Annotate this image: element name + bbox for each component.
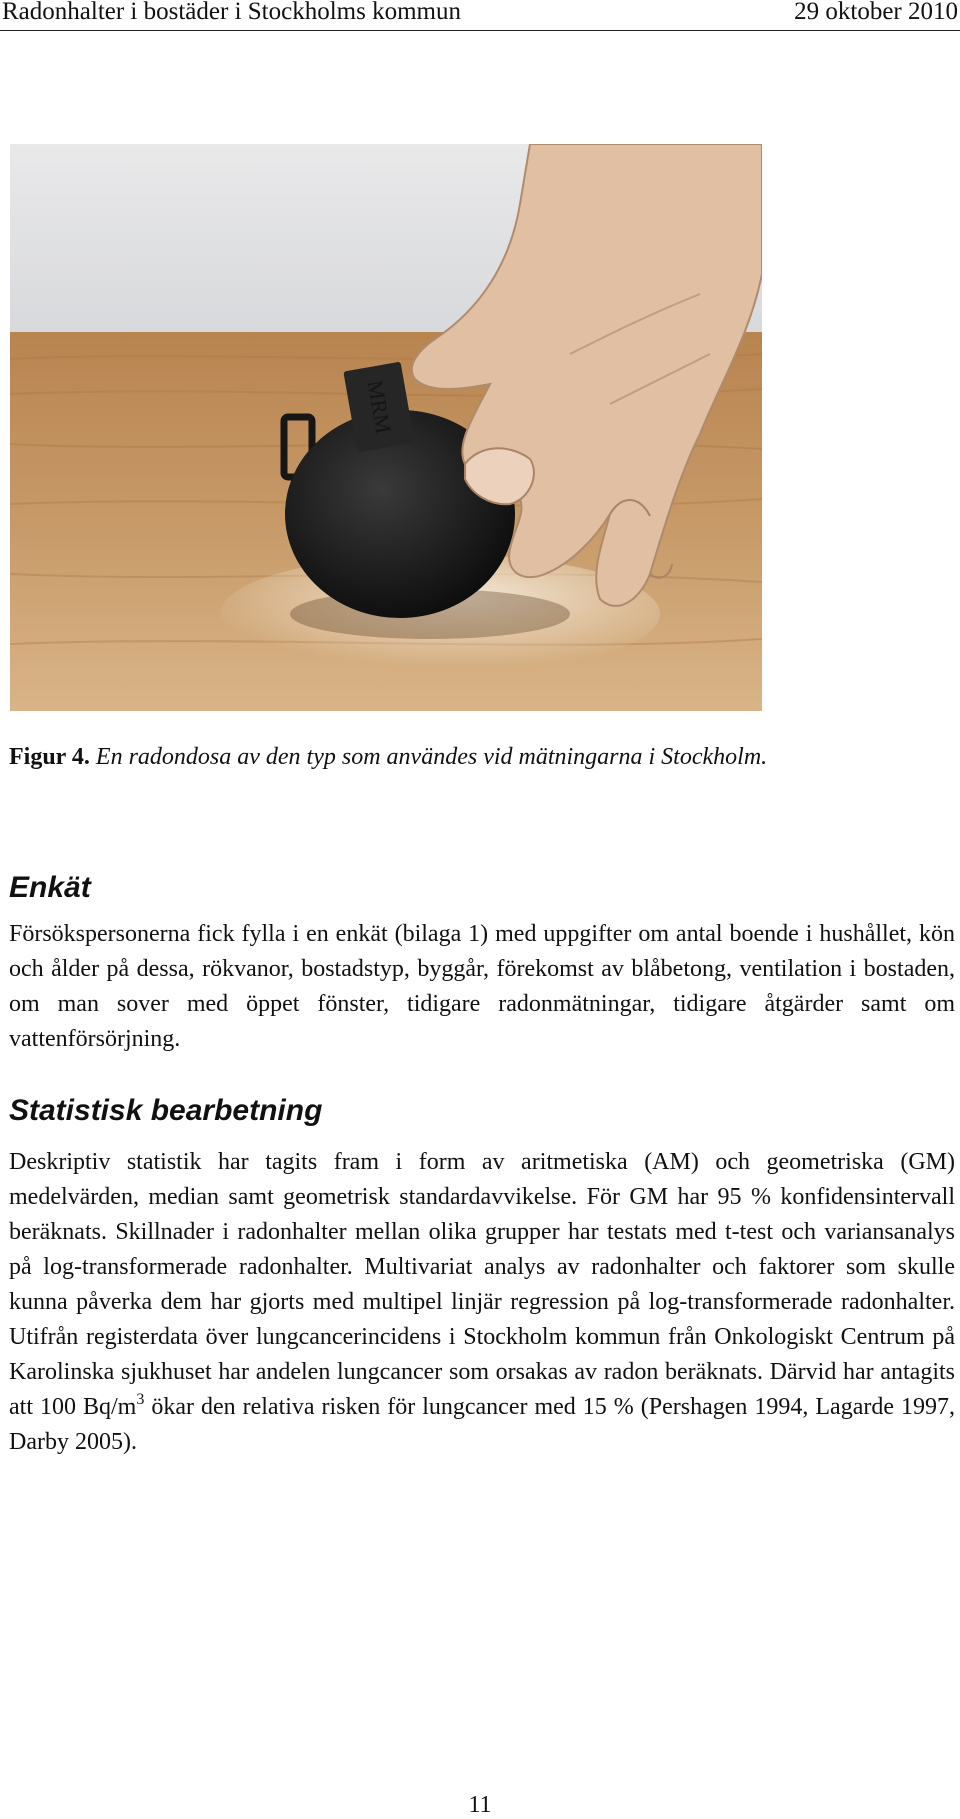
radon-dosimeter-photo	[10, 144, 762, 711]
page-header	[0, 0, 960, 31]
paragraph-enkat-text: Försökspersonerna fick fylla i en enkät (bilaga 1) med uppgifter om antal boende i hushållet, kön och ålder på dessa, rökvanor, bostadstyp, byggår, förekomst av blåbetong, ventilation i bostaden, om man sover med öppet fönster, tidigare radonmätningar, tidigare åtgärder samt om vattenförsörjning.	[9, 921, 955, 1052]
paragraph-statistik	[9, 1145, 955, 1460]
superscript-exponent: 3	[136, 1391, 145, 1408]
page-number: 11	[468, 1792, 492, 1818]
figure-caption-text: En radondosa av den typ som användes vid mätningarna i Stockholm.	[95, 744, 768, 770]
paragraph-enkat	[9, 917, 955, 1057]
figure-caption	[9, 742, 949, 772]
paragraph-statistik-text-1: Deskriptiv statistik har tagits fram i form av aritmetiska (AM) och geometriska (GM) medelvärden, median samt geometrisk standardavvikelse. För GM har 95 % konfidensintervall beräknats. Skillnader i radonhalter mellan olika grupper har testats med t-test och variansanalys på log-transformerade radonhalter. Multivariat analys av radonhalter och faktorer som skulle kunna påverka dem har gjorts med multipel linjär regression på log-transformerade radonhalter. Utifrån registerdata över lungcancerincidens i Stockholm kommun från Onkologiskt Centrum på Karolinska sjukhuset har andelen lungcancer som orsakas av radon beräknats. Därvid har antagits att 100 Bq/m	[9, 1149, 955, 1420]
header-date: 29 oktober 2010	[794, 0, 958, 25]
heading-statistisk-bearbetning: Statistisk bearbetning	[9, 1094, 323, 1127]
paragraph-statistik-text-2: ökar den relativa risken för lungcancer med 15 % (Pershagen 1994, Lagarde 1997, Darby 2005).	[9, 1394, 955, 1455]
device-label: MRM	[362, 378, 397, 436]
heading-enkat: Enkät	[9, 871, 91, 904]
header-title: Radonhalter i bostäder i Stockholms kommun	[2, 0, 461, 25]
figure-caption-label: Figur 4.	[9, 744, 90, 770]
